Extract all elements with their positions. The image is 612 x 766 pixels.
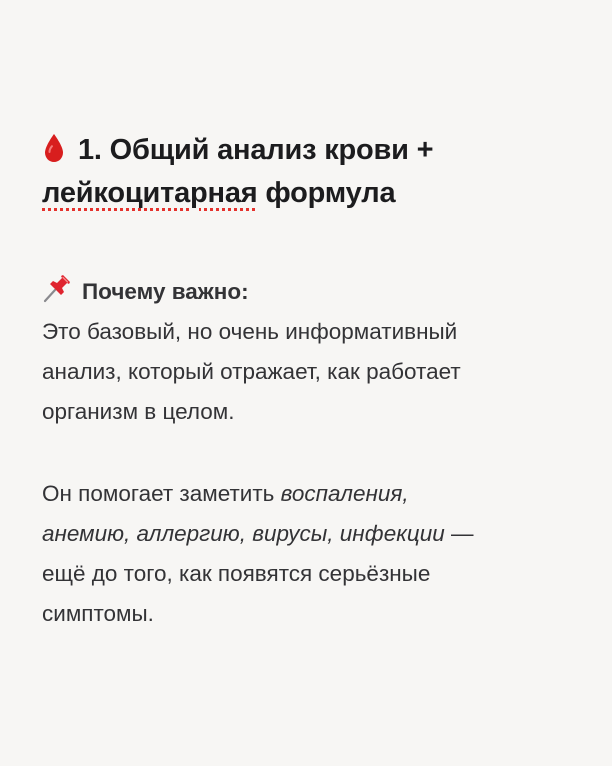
para2-line-4: симптомы.	[42, 601, 154, 626]
why-text-line-1: Это базовый, но очень информативный	[42, 319, 458, 344]
why-important-label: Почему важно:	[82, 279, 249, 304]
why-important-label-row	[42, 272, 582, 312]
drop-of-blood-icon	[42, 133, 66, 163]
misspelled-word[interactable]: лейкоцитарная	[42, 177, 258, 209]
para2-line-1-plain: Он помогает заметить	[42, 481, 281, 506]
heading-title-part-1: Общий анализ крови +	[109, 134, 434, 166]
heading-line-1	[42, 129, 582, 172]
para2-line-1-italic: воспаления,	[280, 481, 409, 506]
para2-line-2	[42, 514, 582, 554]
why-text-line-3: организм в целом.	[42, 399, 235, 424]
para2-line-2-plain: —	[444, 521, 474, 546]
why-text-line-2: анализ, который отражает, как работает	[42, 359, 461, 384]
heading-line-2	[42, 172, 582, 215]
para2-line-2-italic: анемию, аллергию, вирусы, инфекции	[42, 521, 445, 546]
heading-title-part-2: формула	[257, 177, 396, 209]
why-important-section	[42, 272, 582, 432]
helps-detect-paragraph	[42, 474, 582, 634]
pushpin-icon	[42, 275, 72, 303]
section-heading	[42, 129, 582, 215]
para2-line-1	[42, 474, 582, 514]
heading-number: 1.	[78, 134, 102, 166]
para2-line-3: ещё до того, как появятся серьёзные	[42, 561, 431, 586]
